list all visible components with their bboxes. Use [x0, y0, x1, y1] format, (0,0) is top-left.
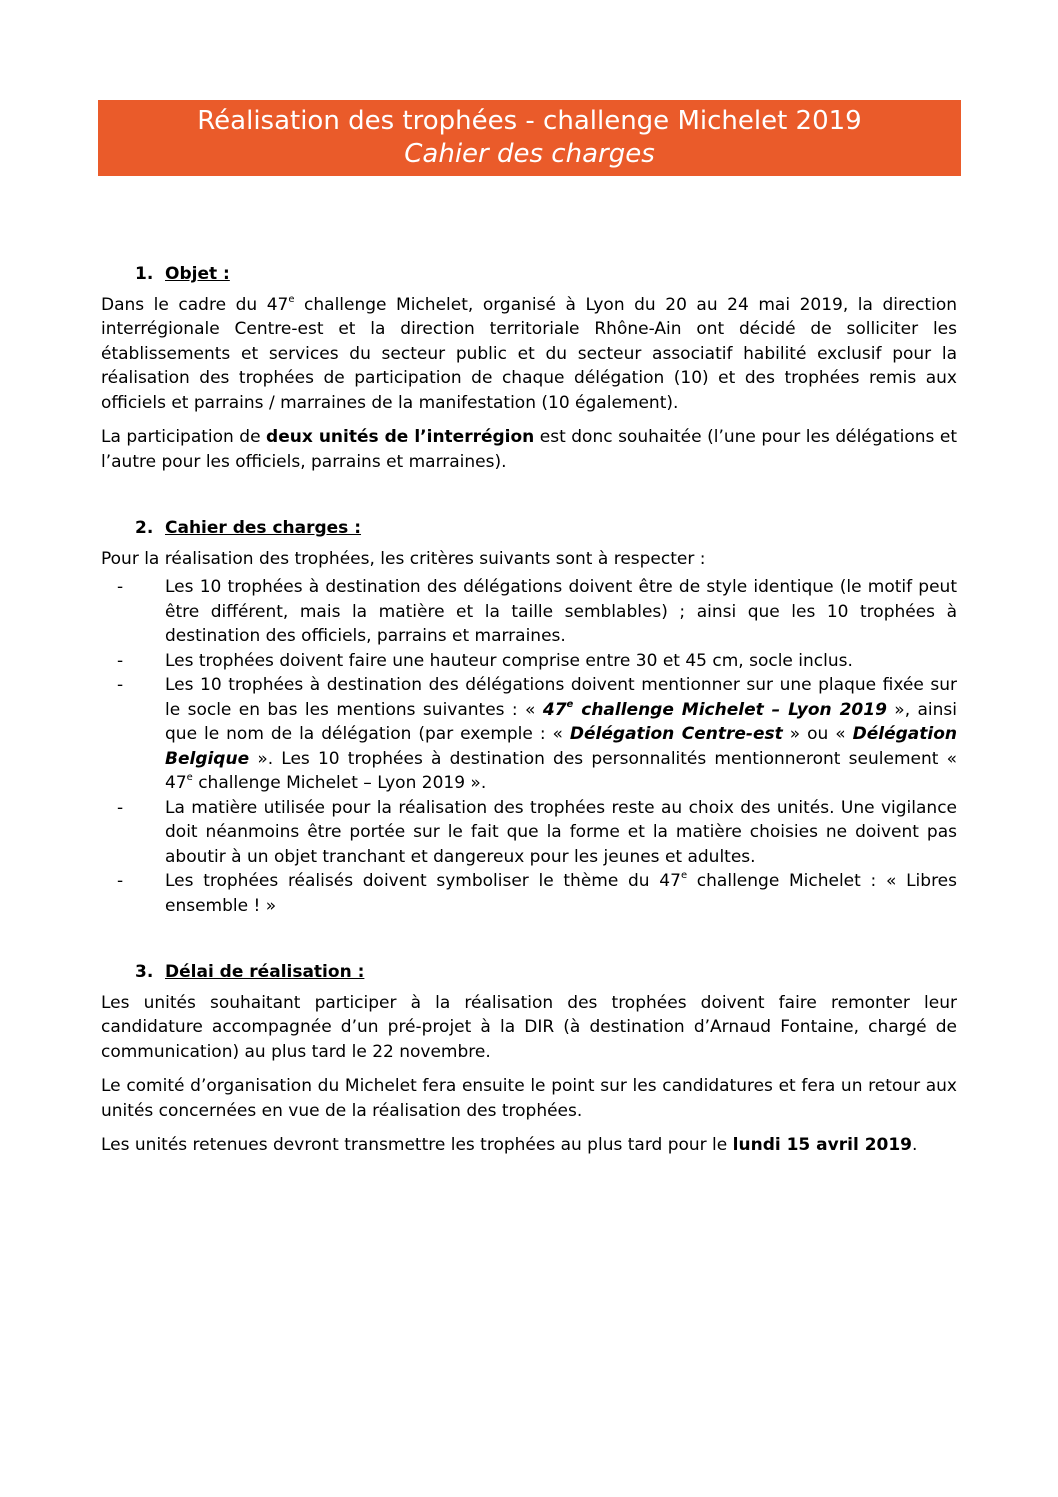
text-run: est donc souhaitée (l’une pour les délégations et l’autre pour les officiels, parrains et marraines).: [101, 427, 957, 472]
bold-italic-text: Délégation Centre-est: [569, 724, 783, 744]
criteria-item: [101, 575, 957, 649]
section-3-paragraph-2: Le comité d’organisation du Michelet fera ensuite le point sur les candidatures et fera un retour aux unités concernées en vue de la réalisation des trophées.: [101, 1076, 957, 1121]
section-3-title: Délai de réalisation :: [165, 962, 365, 982]
document-subtitle: Cahier des charges: [404, 139, 655, 169]
text-run: Les trophées doivent faire une hauteur comprise entre 30 et 45 cm, socle inclus.: [165, 650, 853, 671]
text-run: .: [912, 1135, 918, 1155]
text-run: La matière utilisée pour la réalisation des trophées reste au choix des unités. Une vigilance doit néanmoins être portée sur le fait que la forme et la matière choisies ne doivent pas aboutir à un objet tranchant et dangereux pour les jeunes et adultes.: [165, 797, 957, 867]
section-3-paragraph-3: [101, 1133, 957, 1158]
text-run: challenge Michelet – Lyon 2019 ».: [192, 773, 487, 793]
text-run: ». Les 10 trophées à destination des personnalités mentionneront seulement « 47: [165, 748, 957, 793]
superscript: e: [288, 293, 295, 305]
bold-italic-text: Délégation Belgique: [165, 724, 957, 769]
bold-text: lundi 15 avril 2019: [732, 1135, 913, 1155]
criteria-list: [101, 575, 957, 918]
text-run: challenge Michelet : « Libres ensemble ! »: [165, 871, 957, 916]
list-dash: -: [117, 871, 124, 891]
section-3-heading: [135, 960, 957, 985]
section-1-title: Objet :: [165, 264, 230, 284]
document-title: Réalisation des trophées - challenge Michelet 2019: [197, 106, 862, 136]
section-3-paragraph-1: Les unités souhaitant participer à la réalisation des trophées doivent faire remonter leur candidature accompagnée d’un pré-projet à la DIR (à destination d’Arnaud Fontaine, chargé de communication) au plus tard le 22 novembre.: [101, 992, 957, 1062]
text-run: » ou «: [782, 724, 853, 744]
bold-italic-text: 47: [542, 699, 567, 720]
text-run: Les unités retenues devront transmettre les trophées au plus tard pour le: [101, 1135, 733, 1155]
section-1-heading: [135, 262, 957, 287]
text-run: Dans le cadre du 47: [101, 294, 289, 315]
list-dash: -: [117, 650, 124, 671]
text-run: Les 10 trophées à destination des délégations doivent mentionner sur une plaque fixée sur le socle en bas les mentions suivantes : «: [165, 675, 957, 720]
text-run: La participation de: [101, 427, 267, 447]
bold-text: deux unités de l’interrégion: [266, 427, 535, 447]
document-title-banner: [98, 100, 961, 176]
section-3-number: 3.: [135, 962, 154, 982]
section-2-heading: [135, 516, 957, 541]
criteria-item: [101, 796, 957, 870]
section-1-paragraph-2: [101, 425, 957, 474]
section-2-number: 2.: [135, 518, 154, 538]
superscript: e: [680, 870, 688, 881]
superscript: e: [566, 698, 574, 710]
superscript: e: [186, 772, 193, 783]
list-dash: -: [117, 577, 124, 597]
text-run: challenge Michelet, organisé à Lyon du 20 au 24 mai 2019, la direction interrégionale Centre-est et la direction territoriale Rhône-Ain ont décidé de solliciter les établissements et services du secteur public et du secteur associatif habilité exclusif pour la réalisation des trophées de participation de chaque délégation (10) et des trophées remis aux officiels et parrains / marraines de la manifestation (10 également).: [101, 294, 957, 413]
section-1-paragraph-1: [101, 293, 957, 416]
document-body: [101, 262, 957, 1168]
text-run: », ainsi que le nom de la délégation (par exemple : «: [165, 699, 958, 744]
text-run: Les trophées réalisés doivent symboliser le thème du 47: [165, 871, 681, 891]
criteria-item: [101, 869, 957, 918]
list-dash: -: [117, 675, 124, 695]
text-run: Les 10 trophées à destination des délégations doivent être de style identique (le motif peut être différent, mais la matière et la taille semblables) ; ainsi que les 10 trophées à destination des officiels, parrains et marraines.: [165, 577, 957, 646]
criteria-item: [101, 673, 957, 796]
section-2-intro: Pour la réalisation des trophées, les critères suivants sont à respecter :: [101, 548, 706, 569]
list-dash: -: [117, 797, 124, 818]
bold-italic-text: challenge Michelet – Lyon 2019: [573, 699, 887, 720]
criteria-item: [101, 649, 957, 674]
section-2-title: Cahier des charges :: [165, 518, 362, 538]
section-1-number: 1.: [135, 264, 154, 284]
